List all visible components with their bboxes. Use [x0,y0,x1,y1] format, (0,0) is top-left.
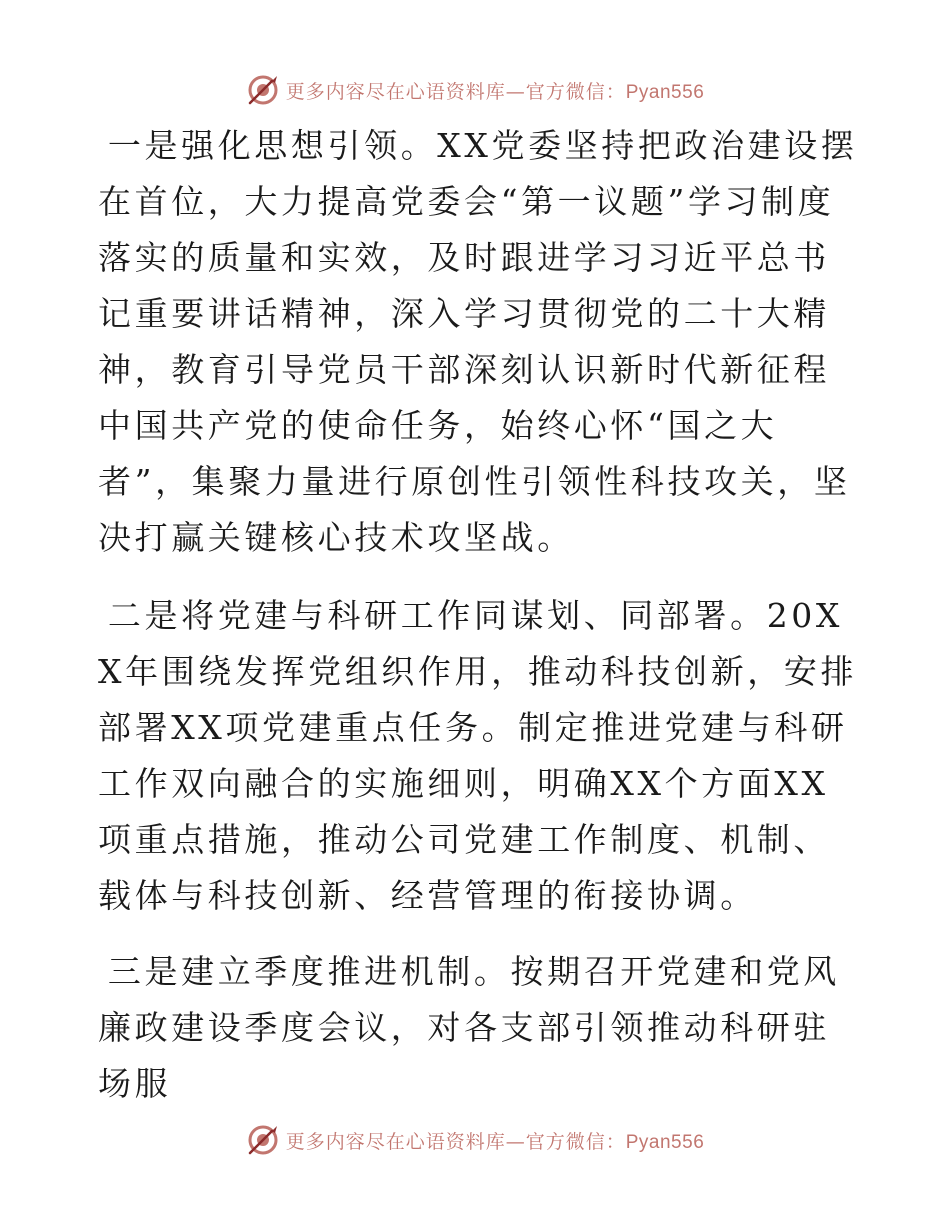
header-banner-text [286,77,705,104]
footer-banner-slogan: 更多内容尽在心语资料库— [285,1130,526,1153]
footer-banner-text [286,1127,705,1154]
footer-banner [0,1120,950,1160]
paragraph-3: 三是建立季度推进机制。按期召开党建和党风廉政建设季度会议，对各支部引领推动科研驻场服 [98,952,840,1103]
header-banner-label: 官方微信： [525,80,626,103]
quill-seal-logo-icon [246,1123,280,1157]
footer-wechat-id: Pyan556 [625,1131,705,1153]
header-banner-slogan: 更多内容尽在心语资料库— [285,80,526,103]
quill-seal-logo-icon [246,73,280,107]
document-body [98,118,858,1132]
footer-banner-label: 官方微信： [525,1130,626,1153]
paragraph-2: 二是将党建与科研工作同谋划、同部署。20XX年围绕发挥党组织作用，推动科技创新，安排部署XX项党建重点任务。制定推进党建与科研工作双向融合的实施细则，明确XX个方面XX项重点措施，推动公司党建工作制度、机制、载体与科技创新、经营管理的衔接协调。 [98,596,858,915]
header-banner [0,70,950,110]
paragraph-1: 一是强化思想引领。XX党委坚持把政治建设摆在首位，大力提高党委会“第一议题”学习制度落实的质量和实效，及时跟进学习习近平总书记重要讲话精神，深入学习贯彻党的二十大精神，教育引导党员干部深刻认识新时代新征程中国共产党的使命任务，始终心怀“国之大者”，集聚力量进行原创性引领性科技攻关，坚决打赢关键核心技术攻坚战。 [98,126,858,557]
header-wechat-id: Pyan556 [625,81,705,103]
